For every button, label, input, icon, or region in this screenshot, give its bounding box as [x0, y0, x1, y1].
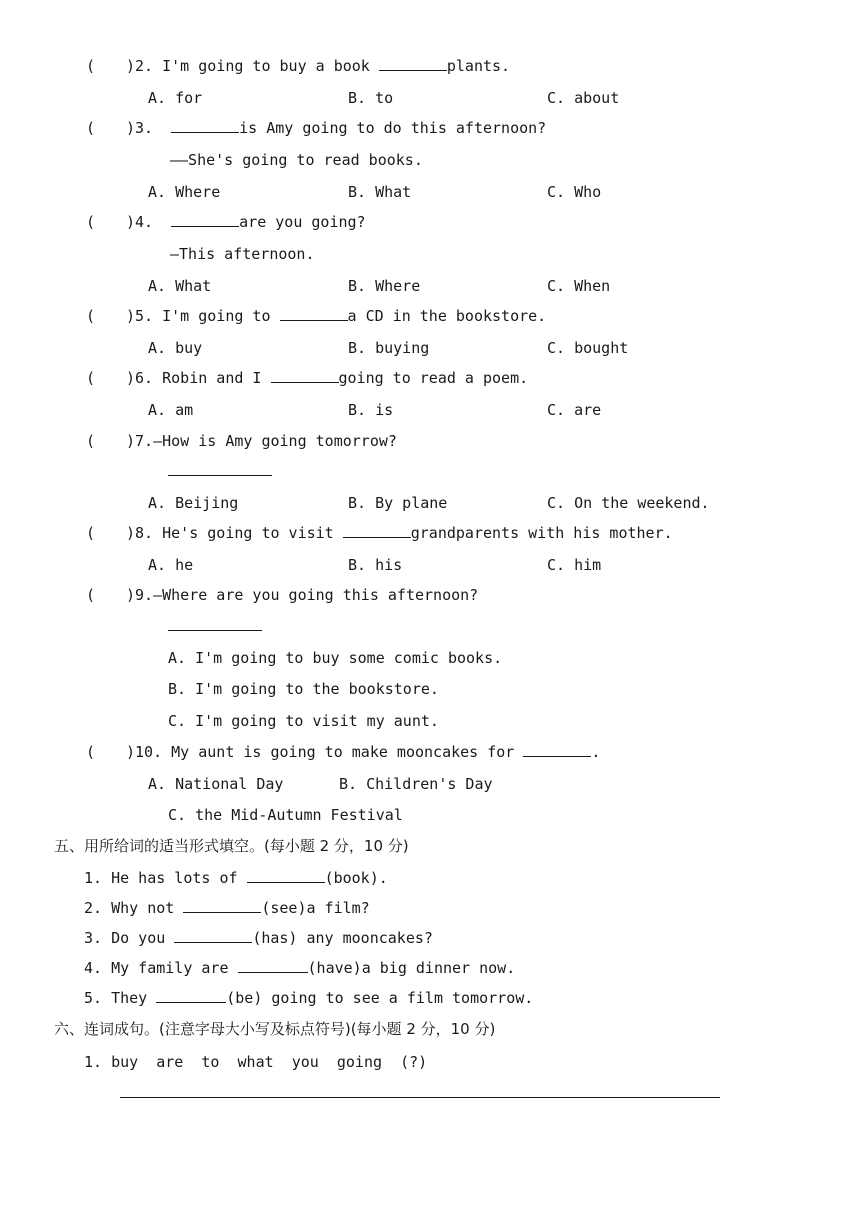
- question-number: )4.: [126, 213, 154, 231]
- answer-blank[interactable]: [247, 869, 325, 883]
- question-text: I'm going to: [162, 307, 280, 325]
- option-b[interactable]: B. Where: [348, 277, 421, 295]
- option-c[interactable]: C. On the weekend.: [547, 494, 710, 512]
- fill-item-3: [84, 929, 433, 947]
- question-text: .: [591, 743, 601, 761]
- option-b[interactable]: B. By plane: [348, 494, 448, 512]
- answer-line[interactable]: [168, 475, 272, 476]
- answer-paren: (: [86, 524, 96, 542]
- question-10: [126, 743, 600, 761]
- answer-blank[interactable]: [171, 213, 239, 227]
- section-5-title: 五、用所给词的适当形式填空。(每小题 2 分，10 分): [54, 837, 409, 855]
- option-b[interactable]: B. I'm going to the bookstore.: [168, 680, 439, 698]
- answer-blank[interactable]: [171, 119, 239, 133]
- question-5: [126, 307, 546, 325]
- fill-text: 2. Why not: [84, 899, 184, 917]
- option-a[interactable]: A. am: [148, 401, 194, 419]
- option-c[interactable]: C. about: [547, 89, 620, 107]
- question-number: )9.: [126, 586, 154, 604]
- question-text: —How is Amy going tomorrow?: [153, 432, 397, 450]
- option-a[interactable]: A. buy: [148, 339, 203, 357]
- question-text: He's going to visit: [162, 524, 343, 542]
- option-b[interactable]: B. What: [348, 183, 412, 201]
- option-a[interactable]: A. What: [148, 277, 212, 295]
- answer-blank[interactable]: [343, 524, 411, 538]
- question-9: [126, 586, 478, 604]
- fill-text: (has) any mooncakes?: [252, 929, 433, 947]
- option-a[interactable]: A. for: [148, 89, 203, 107]
- fill-item-2: [84, 899, 370, 917]
- question-number: )5.: [126, 307, 154, 325]
- option-c[interactable]: C. him: [547, 556, 602, 574]
- fill-text: 1. He has lots of: [84, 869, 247, 887]
- question-text: —Where are you going this afternoon?: [153, 586, 479, 604]
- option-a[interactable]: A. National Day: [148, 775, 284, 793]
- answer-paren: (: [86, 743, 96, 761]
- answer-blank[interactable]: [280, 307, 348, 321]
- answer-paren: (: [86, 369, 96, 387]
- fill-item-4: [84, 959, 515, 977]
- option-c[interactable]: C. bought: [547, 339, 629, 357]
- answer-blank[interactable]: [379, 57, 447, 71]
- question-text: is Amy going to do this afternoon?: [239, 119, 547, 137]
- question-number: )10.: [126, 743, 163, 761]
- word-order-item-1: 1. buy are to what you going (?): [84, 1053, 428, 1071]
- option-b[interactable]: B. his: [348, 556, 403, 574]
- answer-paren: (: [86, 586, 96, 604]
- option-c[interactable]: C. are: [547, 401, 602, 419]
- answer-line[interactable]: [168, 630, 262, 631]
- fill-text: (book).: [324, 869, 388, 887]
- option-b[interactable]: B. is: [348, 401, 394, 419]
- question-reply: ——She's going to read books.: [170, 151, 423, 169]
- option-c[interactable]: C. I'm going to visit my aunt.: [168, 712, 439, 730]
- question-text: a CD in the bookstore.: [347, 307, 547, 325]
- question-text: are you going?: [239, 213, 366, 231]
- option-b[interactable]: B. buying: [348, 339, 430, 357]
- question-text: I'm going to buy a book: [162, 57, 379, 75]
- question-7: [126, 432, 397, 450]
- option-a[interactable]: A. he: [148, 556, 194, 574]
- fill-text: 5. They: [84, 989, 157, 1007]
- fill-item-5: [84, 989, 533, 1007]
- fill-text: (see)a film?: [261, 899, 370, 917]
- question-number: )3.: [126, 119, 154, 137]
- option-a[interactable]: A. I'm going to buy some comic books.: [168, 649, 503, 667]
- fill-item-1: [84, 869, 388, 887]
- question-2: [126, 57, 510, 75]
- question-text: going to read a poem.: [338, 369, 529, 387]
- answer-paren: (: [86, 213, 96, 231]
- answer-blank[interactable]: [271, 369, 339, 383]
- option-a[interactable]: A. Where: [148, 183, 221, 201]
- question-number: )8.: [126, 524, 154, 542]
- answer-blank[interactable]: [523, 743, 591, 757]
- question-8: [126, 524, 673, 542]
- question-text: My aunt is going to make mooncakes for: [171, 743, 524, 761]
- fill-text: (be) going to see a film tomorrow.: [226, 989, 534, 1007]
- answer-blank[interactable]: [238, 959, 308, 973]
- section-6-title: 六、连词成句。(注意字母大小写及标点符号)(每小题 2 分，10 分): [54, 1020, 496, 1038]
- question-6: [126, 369, 528, 387]
- option-a[interactable]: A. Beijing: [148, 494, 239, 512]
- question-text: Robin and I: [162, 369, 271, 387]
- option-c[interactable]: C. the Mid-Autumn Festival: [168, 806, 403, 824]
- answer-line[interactable]: [120, 1097, 720, 1098]
- question-text: plants.: [446, 57, 511, 75]
- answer-paren: (: [86, 119, 96, 137]
- fill-text: (have)a big dinner now.: [307, 959, 516, 977]
- fill-text: 4. My family are: [84, 959, 238, 977]
- question-3: [126, 119, 546, 137]
- answer-paren: (: [86, 307, 96, 325]
- fill-text: 3. Do you: [84, 929, 175, 947]
- question-number: )2.: [126, 57, 154, 75]
- question-number: )7.: [126, 432, 154, 450]
- question-number: )6.: [126, 369, 154, 387]
- option-b[interactable]: B. Children's Day: [339, 775, 493, 793]
- question-4: [126, 213, 366, 231]
- answer-paren: (: [86, 432, 96, 450]
- option-c[interactable]: C. When: [547, 277, 611, 295]
- option-c[interactable]: C. Who: [547, 183, 602, 201]
- question-reply: —This afternoon.: [170, 245, 315, 263]
- answer-blank[interactable]: [174, 929, 252, 943]
- answer-blank[interactable]: [183, 899, 261, 913]
- answer-blank[interactable]: [156, 989, 226, 1003]
- answer-paren: (: [86, 57, 96, 75]
- question-text: grandparents with his mother.: [410, 524, 673, 542]
- option-b[interactable]: B. to: [348, 89, 394, 107]
